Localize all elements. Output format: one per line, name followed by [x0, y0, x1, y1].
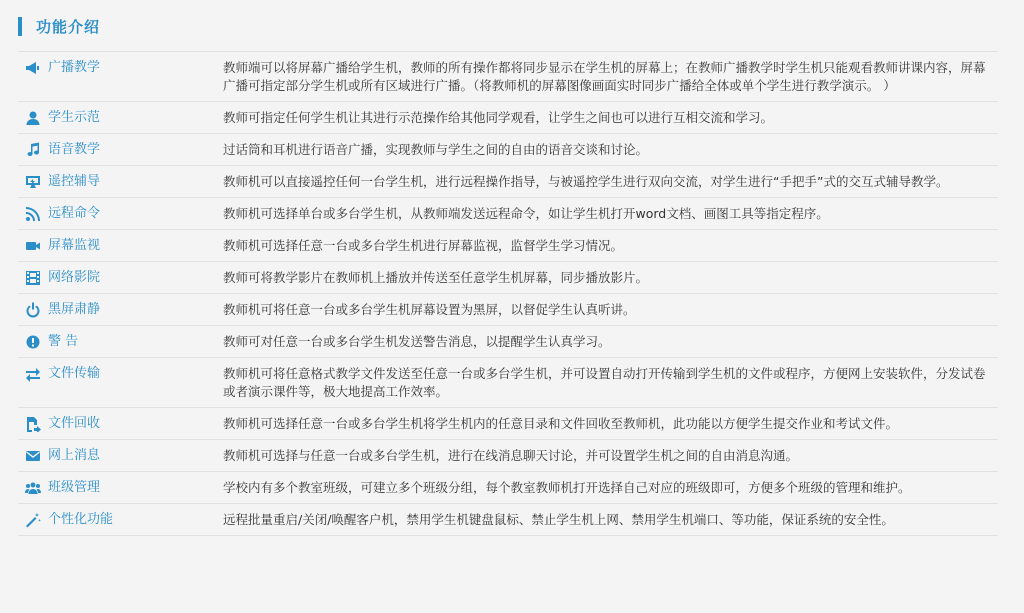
film-icon [24, 269, 42, 287]
feature-description: 教师端可以将屏幕广播给学生机，教师的所有操作都将同步显示在学生机的屏幕上；在教师广播教学时学生机只能观看教师讲课内容，屏幕广播可指定部分学生机或所有区域进行广播。（将教师机的屏幕图像画面实时同步广播给全体或单个学生进行教学演示。 ） [223, 60, 986, 93]
feature-description: 教师可对任意一台或多台学生机发送警告消息，以提醒学生认真学习。 [223, 334, 611, 349]
feature-name-cell [18, 262, 223, 293]
feature-description: 教师机可将任意格式教学文件发送至任意一台或多台学生机，并可设置自动打开传输到学生机的文件或程序，方便网上安装软件，分发试卷或者演示课件等，极大地提高工作效率。 [223, 366, 986, 399]
feature-name: 远程命令 [48, 206, 101, 221]
file-return-icon [24, 415, 42, 433]
feature-name-cell [18, 230, 223, 261]
feature-name-cell [18, 102, 223, 133]
feature-row [18, 229, 998, 261]
video-camera-icon [24, 237, 42, 255]
feature-description: 教师可指定任何学生机让其进行示范操作给其他同学观看，让学生之间也可以进行互相交流和学习。 [223, 110, 774, 125]
feature-name: 语音教学 [48, 142, 101, 157]
feature-name: 文件回收 [48, 416, 101, 431]
music-note-icon [24, 141, 42, 159]
feature-description: 教师机可选择任意一台或多台学生机将学生机内的任意目录和文件回收至教师机，此功能以方便学生提交作业和考试文件。 [223, 416, 899, 431]
feature-name-cell [18, 358, 223, 407]
feature-name-cell [18, 134, 223, 165]
feature-row [18, 407, 998, 439]
feature-name: 广播教学 [48, 60, 101, 75]
feature-name-cell [18, 440, 223, 471]
feature-row [18, 357, 998, 407]
feature-row [18, 51, 998, 101]
feature-description: 教师可将教学影片在教师机上播放并传送至任意学生机屏幕，同步播放影片。 [223, 270, 649, 285]
feature-description: 教师机可选择单台或多台学生机，从教师端发送远程命令，如让学生机打开word文档、画图工具等指定程序。 [223, 206, 829, 221]
feature-description: 教师机可选择任意一台或多台学生机进行屏幕监视，监督学生学习情况。 [223, 238, 624, 253]
feature-row [18, 197, 998, 229]
user-icon [24, 109, 42, 127]
feature-description: 过话筒和耳机进行语音广播，实现教师与学生之间的自由的语音交谈和讨论。 [223, 142, 649, 157]
feature-row [18, 325, 998, 357]
feature-description: 教师机可选择与任意一台或多台学生机，进行在线消息聊天讨论，并可设置学生机之间的自由消息沟通。 [223, 448, 799, 463]
feature-name: 黑屏肃静 [48, 302, 101, 317]
feature-name-cell [18, 326, 223, 357]
group-icon [24, 479, 42, 497]
feature-name-cell [18, 472, 223, 503]
transfer-arrows-icon [24, 365, 42, 383]
feature-name: 网上消息 [48, 448, 101, 463]
feature-row [18, 133, 998, 165]
feature-row [18, 471, 998, 503]
feature-row [18, 503, 998, 536]
feature-row [18, 293, 998, 325]
feature-name: 学生示范 [48, 110, 101, 125]
magic-wand-icon [24, 511, 42, 529]
feature-name: 屏幕监视 [48, 238, 101, 253]
envelope-icon [24, 447, 42, 465]
rss-icon [24, 205, 42, 223]
feature-row [18, 261, 998, 293]
feature-row [18, 101, 998, 133]
feature-name: 班级管理 [48, 480, 101, 495]
feature-name: 文件传输 [48, 366, 101, 381]
feature-name: 网络影院 [48, 270, 101, 285]
section-title: 功能介绍 [36, 17, 101, 36]
feature-name: 遥控辅导 [48, 174, 101, 189]
feature-table [18, 51, 998, 536]
section-header [18, 15, 100, 37]
power-icon [24, 301, 42, 319]
feature-name-cell [18, 408, 223, 439]
feature-row [18, 165, 998, 197]
header-accent-bar [18, 17, 22, 36]
megaphone-icon [24, 59, 42, 77]
feature-description: 学校内有多个教室班级，可建立多个班级分组，每个教室教师机打开选择自己对应的班级即可，方便多个班级的管理和维护。 [223, 480, 911, 495]
feature-name-cell [18, 294, 223, 325]
feature-name: 个性化功能 [48, 512, 114, 527]
feature-name-cell [18, 166, 223, 197]
feature-description: 教师机可以直接遥控任何一台学生机，进行远程操作指导，与被遥控学生进行双向交流，对学生进行“手把手”式的交互式辅导教学。 [223, 174, 949, 189]
feature-name: 警 告 [48, 334, 79, 349]
feature-name-cell [18, 504, 223, 535]
feature-row [18, 439, 998, 471]
feature-name-cell [18, 198, 223, 229]
feature-description: 教师机可将任意一台或多台学生机屏幕设置为黑屏，以督促学生认真听讲。 [223, 302, 636, 317]
feature-name-cell [18, 52, 223, 101]
feature-description: 远程批量重启/关闭/唤醒客户机，禁用学生机键盘鼠标、禁止学生机上网、禁用学生机端口、等功能，保证系统的安全性。 [223, 512, 894, 527]
alert-icon [24, 333, 42, 351]
remote-control-icon [24, 173, 42, 191]
